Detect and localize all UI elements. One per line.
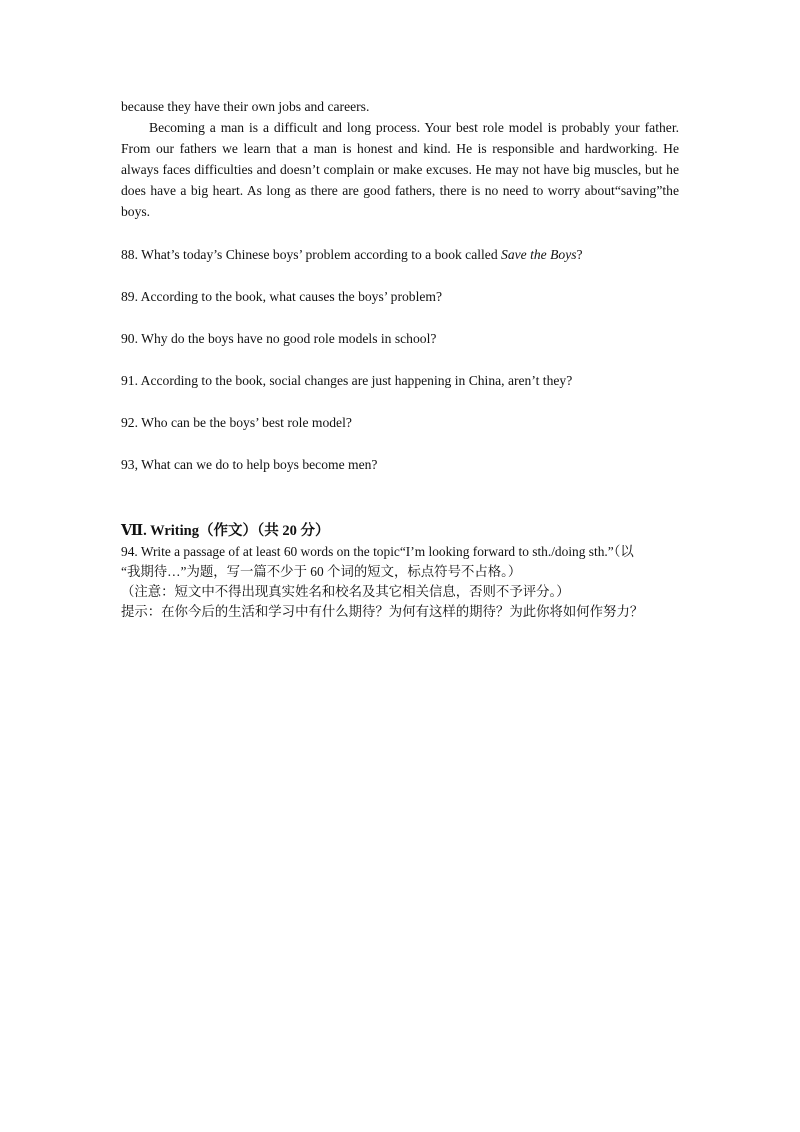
writing-prompt-cont: “我期待…”为题，写一篇不少于 60 个词的短文，标点符号不占格。）: [121, 564, 522, 579]
question-88-text: 88. What’s today’s Chinese boys’ problem according to a book called: [121, 247, 502, 262]
writing-section: [121, 520, 679, 622]
book-title: Save the Boys: [501, 247, 577, 262]
writing-hint: 提示：在你今后的生活和学习中有什么期待？为何有这样的期待？为此你将如何作努力？: [121, 604, 644, 619]
question-88-mark: ?: [576, 247, 583, 262]
passage-paragraph: Becoming a man is a difficult and long process. Your best role model is probably your father. From our fathers we learn that a man is honest and kind. He is responsible and hardworking. He always faces difficulties and doesn’t complain or make excuses. He may not have big muscles, but he does have a big heart. As long as there are good fathers, there is no need to worry about“saving”the boys.: [121, 120, 679, 219]
question-89: 89. According to the book, what causes the boys’ problem?: [121, 289, 443, 304]
question-92: 92. Who can be the boys’ best role model?: [121, 415, 352, 430]
question-88: [121, 244, 583, 265]
writing-prompt: 94. Write a passage of at least 60 words on the topic“I’m looking forward to sth./doing sth.”（以: [121, 544, 634, 559]
question-91: 91. According to the book, social changes are just happening in China, aren’t they?: [121, 373, 573, 388]
passage-line: because they have their own jobs and careers.: [121, 99, 370, 114]
question-93: 93, What can we do to help boys become men?: [121, 457, 378, 472]
document-page: [121, 96, 679, 619]
section-title: Ⅶ. Writing（作文）（共 20 分）: [121, 523, 330, 539]
question-90: 90. Why do the boys have no good role models in school?: [121, 331, 437, 346]
writing-note: （注意：短文中不得出现真实姓名和校名及其它相关信息，否则不予评分。）: [121, 584, 570, 599]
